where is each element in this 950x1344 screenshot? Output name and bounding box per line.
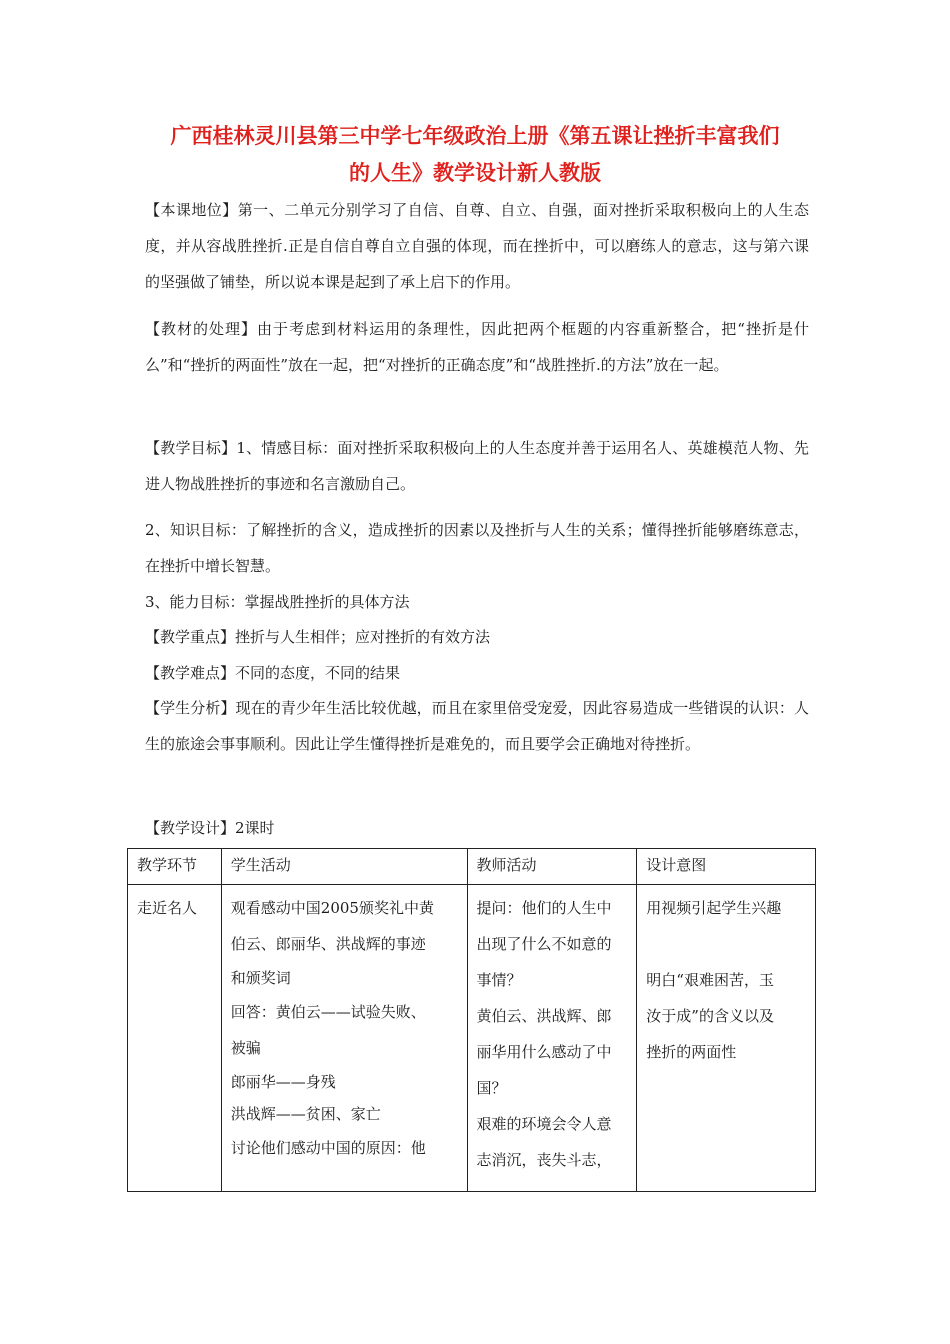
teacher-line: 出现了什么不如意的 (476, 935, 612, 953)
header-teacher-activity: 教师活动 (467, 849, 637, 885)
student-line: 洪战辉——贫困、家亡 (230, 1105, 381, 1123)
teacher-line: 志消沉，丧失斗志， (476, 1151, 612, 1169)
student-line: 和颁奖词 (230, 969, 291, 987)
difficulties-line: 【教学难点】不同的态度，不同的结果 (145, 664, 401, 682)
stage-text: 走近名人 (137, 899, 198, 917)
student-line: 郎丽华——身残 (230, 1073, 336, 1091)
intent-line: 明白“艰难困苦，玉 (646, 971, 774, 989)
intent-spacer (646, 926, 807, 962)
key-points-line: 【教学重点】挫折与人生相伴；应对挫折的有效方法 (145, 628, 491, 646)
intent-line: 用视频引起学生兴趣 (646, 899, 782, 917)
intent-line: 挫折的两面性 (646, 1043, 737, 1061)
teacher-activity-cell (467, 885, 637, 1192)
intent-line: 汝于成”的含义以及 (646, 1007, 774, 1025)
student-line: 回答：黄伯云——试验失败、 (230, 1003, 426, 1021)
document-title (120, 118, 830, 192)
header-student-activity: 学生活动 (221, 849, 467, 885)
table-header-row (128, 849, 816, 885)
student-activity-cell (221, 885, 467, 1192)
teacher-line: 黄伯云、洪战辉、郎 (476, 1007, 612, 1025)
header-stage: 教学环节 (128, 849, 222, 885)
teacher-line: 艰难的环境会令人意 (476, 1115, 612, 1133)
student-line: 观看感动中国2005颁奖礼中黄 (230, 899, 434, 917)
teacher-line: 国？ (476, 1079, 507, 1097)
title-line-2: 的人生》教学设计新人教版 (349, 161, 601, 185)
material-handling-paragraph: 【教材的处理】由于考虑到材料运用的条理性，因此把两个框题的内容重新整合，把“挫折是什么”和“挫折的两面性”放在一起，把“对挫折的正确态度”和“战胜挫折.的方法”放在一起。 (145, 320, 809, 374)
teaching-goals-paragraph: 【教学目标】1、情感目标：面对挫折采取积极向上的人生态度并善于运用名人、英雄模范人物、先进人物战胜挫折的事迹和名言激励自己。 (145, 439, 809, 493)
title-line-1: 广西桂林灵川县第三中学七年级政治上册《第五课让挫折丰富我们 (170, 124, 780, 148)
stage-cell (128, 885, 222, 1192)
table-row (128, 885, 816, 1192)
student-line: 伯云、郎丽华、洪战辉的事迹 (230, 935, 426, 953)
student-line: 讨论他们感动中国的原因：他 (230, 1139, 426, 1157)
teaching-design-table (127, 848, 816, 1192)
course-position-paragraph: 【本课地位】第一、二单元分别学习了自信、自尊、自立、自强，面对挫折采取积极向上的人生态度，并从容战胜挫折.正是自信自尊自立自强的体现，而在挫折中，可以磨练人的意志，这与第六课的坚强做了铺垫，所以说本课是起到了承上启下的作用。 (145, 201, 809, 291)
teacher-line: 事情？ (476, 971, 522, 989)
design-label-line: 【教学设计】2课时 (145, 819, 275, 837)
knowledge-goal-paragraph: 2、知识目标：了解挫折的含义，造成挫折的因素以及挫折与人生的关系；懂得挫折能够磨练意志，在挫折中增长智慧。 (145, 521, 809, 575)
teacher-line: 提问：他们的人生中 (476, 899, 612, 917)
teacher-line: 丽华用什么感动了中 (476, 1043, 612, 1061)
header-design-intent: 设计意图 (637, 849, 816, 885)
ability-goal-line: 3、能力目标：掌握战胜挫折的具体方法 (145, 593, 410, 611)
student-line: 被骗 (230, 1039, 261, 1057)
student-analysis-paragraph: 【学生分析】现在的青少年生活比较优越，而且在家里倍受宠爱，因此容易造成一些错误的认识：人生的旅途会事事顺利。因此让学生懂得挫折是难免的，而且要学会正确地对待挫折。 (145, 699, 809, 753)
design-intent-cell (637, 885, 816, 1192)
